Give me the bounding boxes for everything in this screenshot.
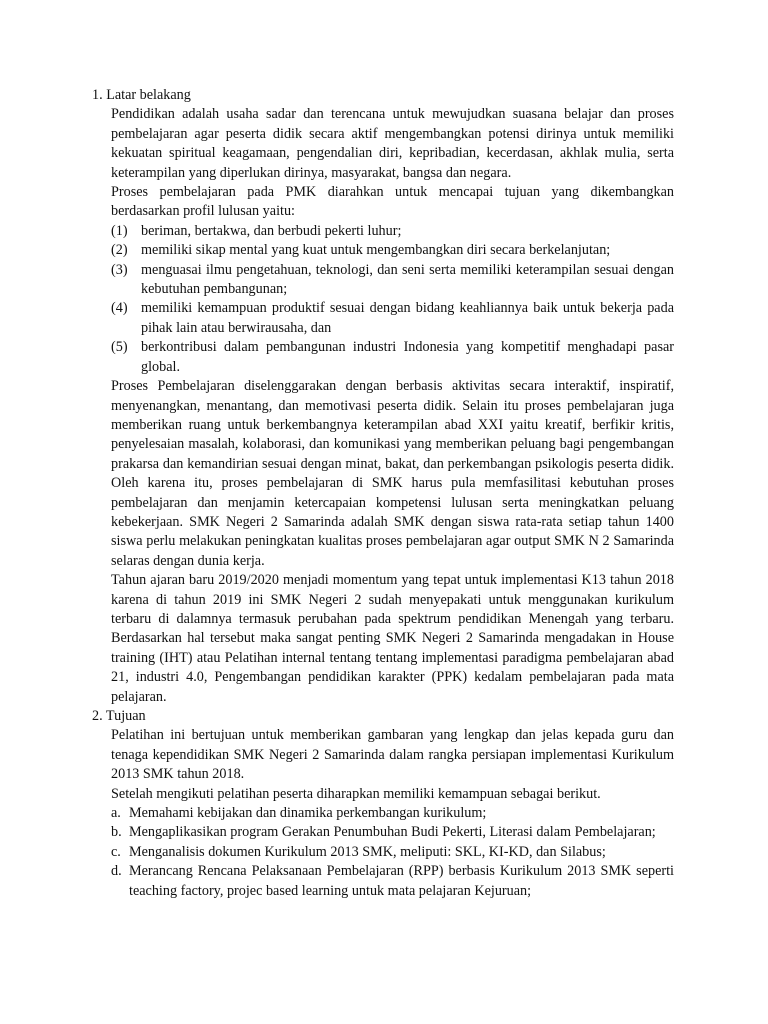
list-item: [111, 338, 674, 377]
list-item-text: Memahami kebijakan dan dinamika perkembangan kurikulum;: [129, 805, 487, 822]
section-body: [111, 105, 674, 707]
paragraph: Pelatihan ini bertujuan untuk memberikan gambaran yang lengkap dan jelas kepada guru dan tenaga kependidikan SMK Negeri 2 Samarinda dalam rangka persiapan implementasi Kurikulum 2013 SMK tahun 2018.: [111, 727, 674, 783]
section-body: [111, 726, 674, 901]
list-item: [111, 823, 674, 842]
profile-list: [111, 222, 674, 377]
document-content: [92, 86, 674, 901]
list-marker: (2): [111, 242, 128, 259]
list-marker: c.: [111, 843, 121, 860]
list-marker: d.: [111, 863, 122, 880]
list-item: [111, 299, 674, 338]
list-item: [111, 261, 674, 300]
list-item-text: memiliki kemampuan produktif sesuai dengan bidang keahliannya baik untuk bekerja pada pihak lain atau berwirausaha, dan: [141, 300, 674, 336]
objectives-list: [111, 804, 674, 901]
paragraph: Setelah mengikuti pelatihan peserta diharapkan memiliki kemampuan sebagai berikut.: [111, 785, 601, 802]
paragraph: Pendidikan adalah usaha sadar dan terencana untuk mewujudkan suasana belajar dan proses pembelajaran agar peserta didik secara aktif mengembangkan potensi dirinya untuk memiliki kekuatan spiritual keagamaan, pengendalian diri, kepribadian, kecerdasan, akhlak mulia, serta keterampilan yang diperlukan dirinya, masyarakat, bangsa dan negara.: [111, 106, 674, 181]
list-item-text: Merancang Rencana Pelaksanaan Pembelajaran (RPP) berbasis Kurikulum 2013 SMK seperti teaching factory, projec based learning untuk mata pelajaran Kejuruan;: [129, 863, 674, 899]
list-item-text: Menganalisis dokumen Kurikulum 2013 SMK, meliputi: SKL, KI-KD, dan Silabus;: [129, 843, 606, 860]
section-latar-belakang: [92, 86, 674, 707]
list-item: [111, 804, 674, 823]
paragraph: Proses pembelajaran pada PMK diarahkan untuk mencapai tujuan yang dikembangkan berdasarkan profil lulusan yaitu:: [111, 184, 674, 220]
paragraph: Tahun ajaran baru 2019/2020 menjadi momentum yang tepat untuk implementasi K13 tahun 2018 karena di tahun 2019 ini SMK Negeri 2 sudah menyepakati untuk menggunakan kurikulum terbaru di dalamnya termasuk perubahan pada spektrum pendidikan Menengah yang terbaru. Berdasarkan hal tersebut maka sangat penting SMK Negeri 2 Samarinda mengadakan in House training (IHT) atau Pelatihan internal tentang tentang implementasi paradigma pembelajaran abad 21, industri 4.0, Pengembangan pendidikan karakter (PPK) kedalam pembelajaran pada mata pelajaran.: [111, 572, 674, 705]
list-item: [111, 843, 674, 862]
section-heading: 1. Latar belakang: [92, 87, 191, 103]
list-item-text: beriman, bertakwa, dan berbudi pekerti luhur;: [141, 222, 402, 239]
list-marker: b.: [111, 824, 122, 841]
list-marker: (4): [111, 300, 128, 317]
list-item-text: Mengaplikasikan program Gerakan Penumbuhan Budi Pekerti, Literasi dalam Pembelajaran;: [129, 824, 656, 841]
list-item-text: memiliki sikap mental yang kuat untuk mengembangkan diri secara berkelanjutan;: [141, 242, 611, 259]
list-item-text: berkontribusi dalam pembangunan industri Indonesia yang kompetitif menghadapi pasar global.: [141, 339, 674, 375]
paragraph: Proses Pembelajaran diselenggarakan dengan berbasis aktivitas secara interaktif, inspiratif, menyenangkan, menantang, dan memotivasi peserta didik. Selain itu proses pembelajaran juga memberikan ruang untuk berkembangnya keterampilan abad XXI yaitu kreatif, berfikir kritis, penyelesaian masalah, kolaborasi, dan komunikasi yang memberikan peluang bagi pengembangan prakarsa dan kemandirian sesuai dengan minat, bakat, dan perkembangan psikologis peserta didik. Oleh karena itu, proses pembelajaran di SMK harus pula memfasilitasi kebutuhan proses pembelajaran dan menjamin ketercapaian kompetensi lulusan serta meningkatkan peluang kebekerjaan. SMK Negeri 2 Samarinda adalah SMK dengan siswa rata-rata setiap tahun 1400 siswa perlu melakukan peningkatan kualitas proses pembelajaran agar output SMK N 2 Samarinda selaras dengan dunia kerja.: [111, 378, 674, 569]
list-marker: (3): [111, 261, 128, 278]
list-marker: (1): [111, 222, 128, 239]
list-item-text: menguasai ilmu pengetahuan, teknologi, dan seni serta memiliki keterampilan sesuai dengan kebutuhan pembangunan;: [141, 261, 674, 298]
list-marker: a.: [111, 805, 121, 822]
list-item: [111, 222, 674, 241]
section-heading: 2. Tujuan: [92, 708, 146, 724]
list-item: [111, 241, 674, 260]
section-tujuan: [92, 707, 674, 901]
list-marker: (5): [111, 339, 128, 356]
list-item: [111, 862, 674, 901]
